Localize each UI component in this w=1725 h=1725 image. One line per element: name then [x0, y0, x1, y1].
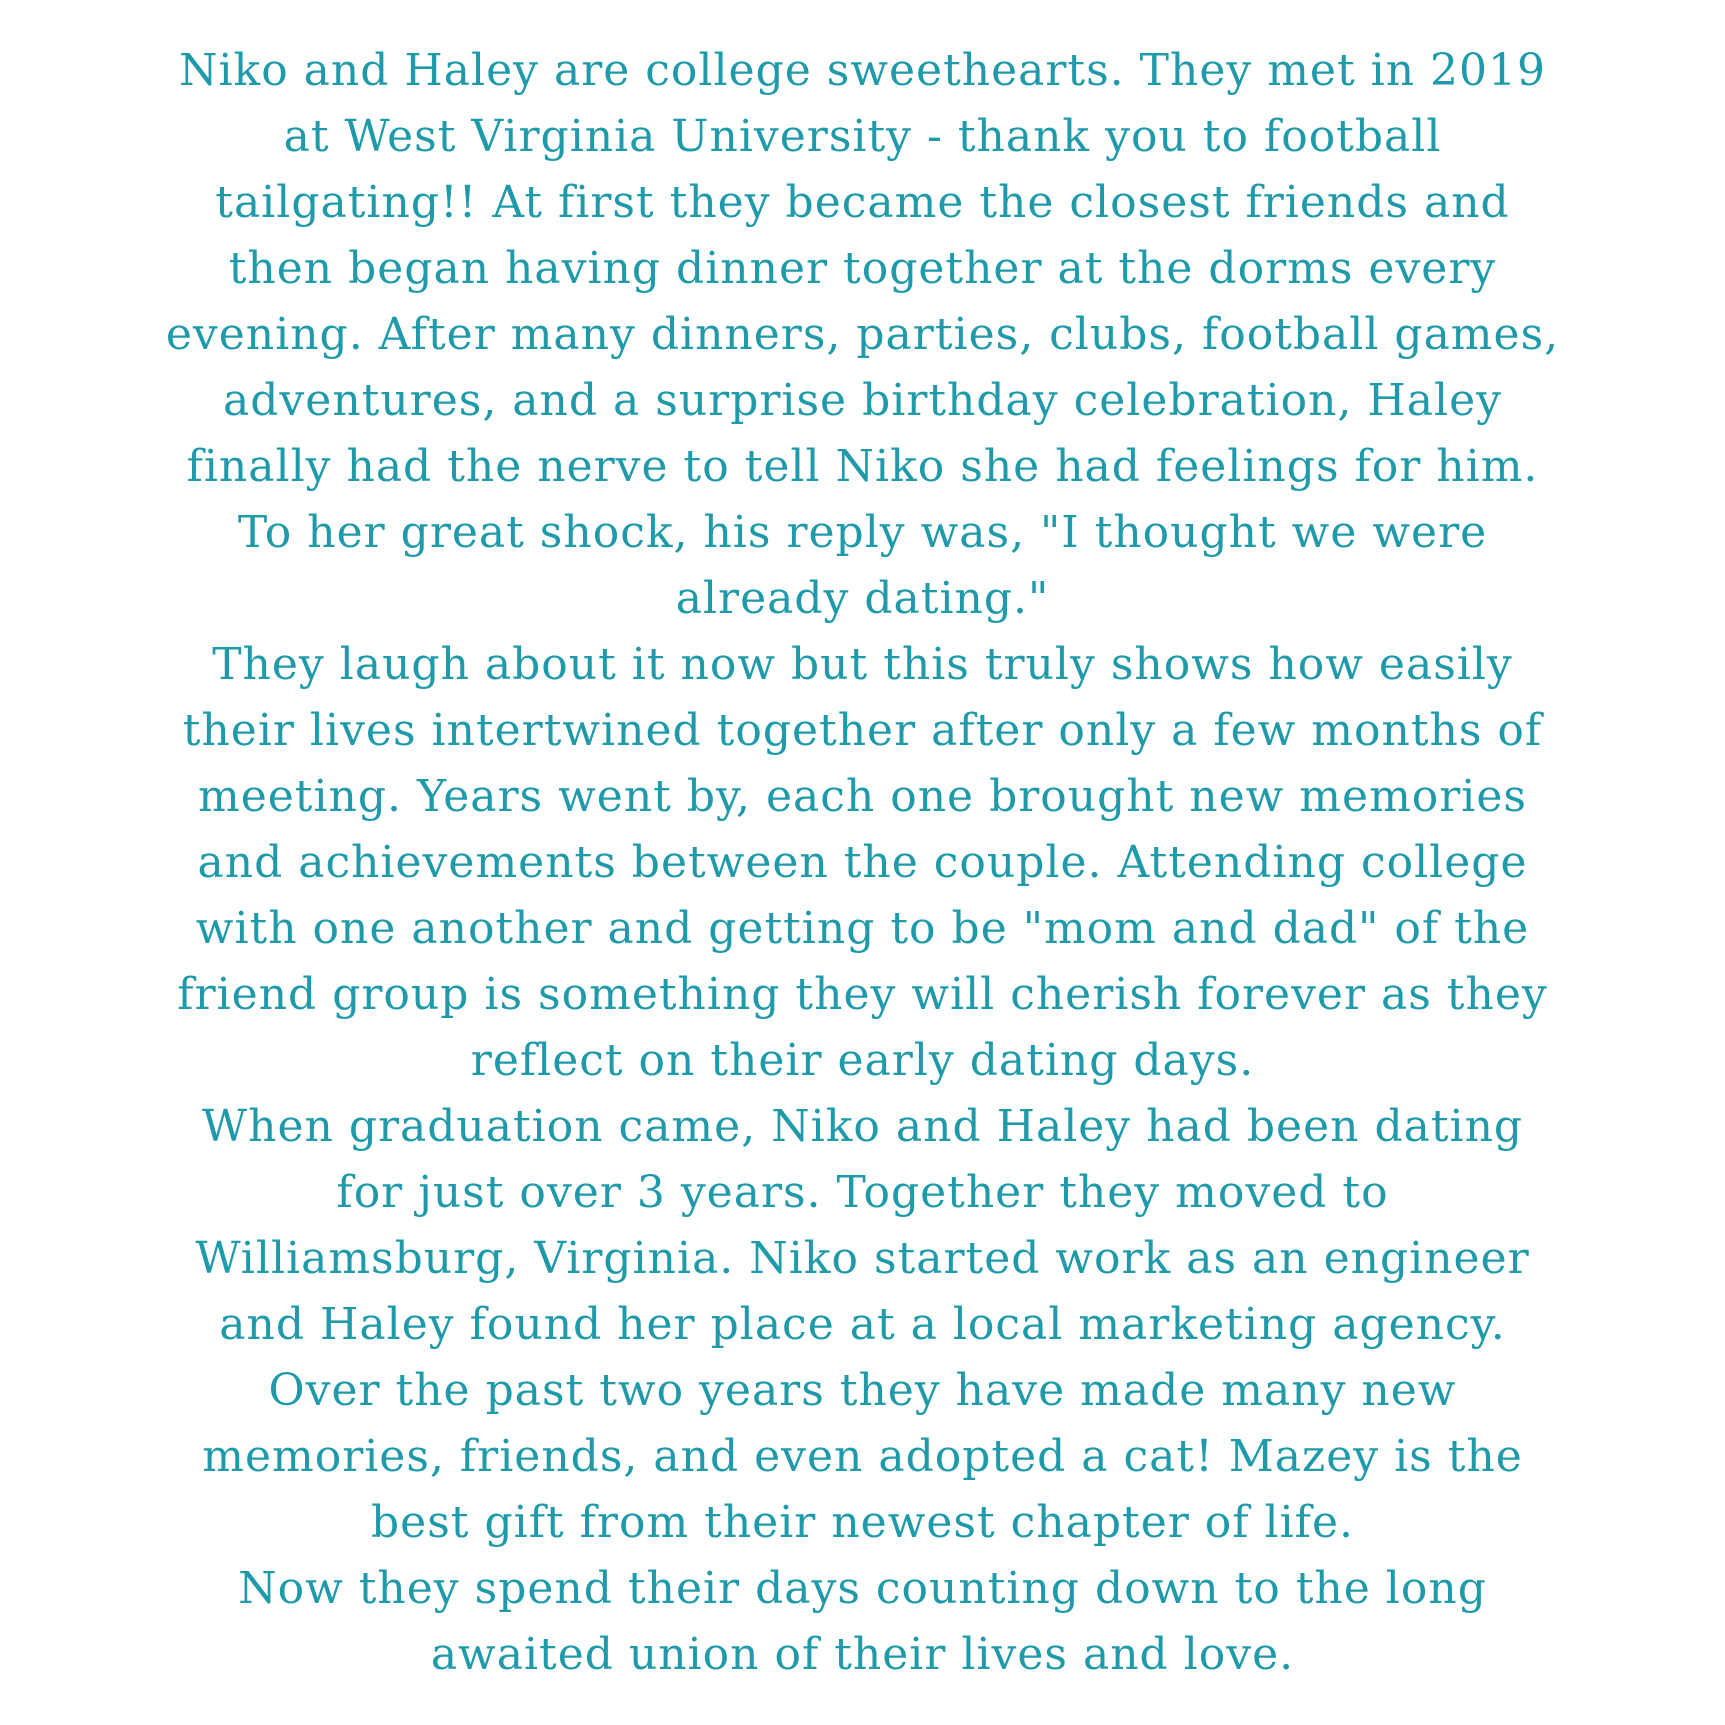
story-line: at West Virginia University - thank you to football — [283, 111, 1442, 162]
story-line: They laugh about it now but this truly shows how easily — [212, 639, 1513, 690]
story-line: Niko and Haley are college sweethearts. They met in 2019 — [178, 45, 1547, 96]
story-line: with one another and getting to be "mom and dad" of the — [195, 903, 1530, 954]
story-line: already dating." — [675, 573, 1050, 624]
story-line: reflect on their early dating days. — [470, 1035, 1255, 1086]
story-line: To her great shock, his reply was, "I thought we were — [237, 507, 1488, 558]
story-line: finally had the nerve to tell Niko she had feelings for him. — [186, 441, 1539, 492]
story-line: and Haley found her place at a local marketing agency. — [219, 1299, 1506, 1350]
story-line: friend group is something they will cherish forever as they — [177, 969, 1548, 1020]
story-line: their lives intertwined together after only a few months of — [182, 705, 1543, 756]
story-line: and achievements between the couple. Attending college — [197, 837, 1528, 888]
story-line: adventures, and a surprise birthday celebration, Haley — [223, 375, 1502, 426]
story-line: for just over 3 years. Together they moved to — [336, 1167, 1389, 1218]
story-line: awaited union of their lives and love. — [430, 1629, 1295, 1680]
story-line: evening. After many dinners, parties, clubs, football games, — [165, 309, 1560, 360]
story-line: Over the past two years they have made many new — [268, 1365, 1457, 1416]
story-text — [0, 38, 1725, 1688]
story-line: Williamsburg, Virginia. Niko started work as an engineer — [195, 1233, 1530, 1284]
story-line: When graduation came, Niko and Haley had been dating — [201, 1101, 1524, 1152]
story-line: then began having dinner together at the dorms every — [228, 243, 1497, 294]
story-line: best gift from their newest chapter of life. — [371, 1497, 1354, 1548]
story-line: memories, friends, and even adopted a cat! Mazey is the — [202, 1431, 1523, 1482]
story-line: tailgating!! At first they became the closest friends and — [215, 177, 1510, 228]
story-line: meeting. Years went by, each one brought new memories — [198, 771, 1527, 822]
story-line: Now they spend their days counting down to the long — [238, 1563, 1487, 1614]
